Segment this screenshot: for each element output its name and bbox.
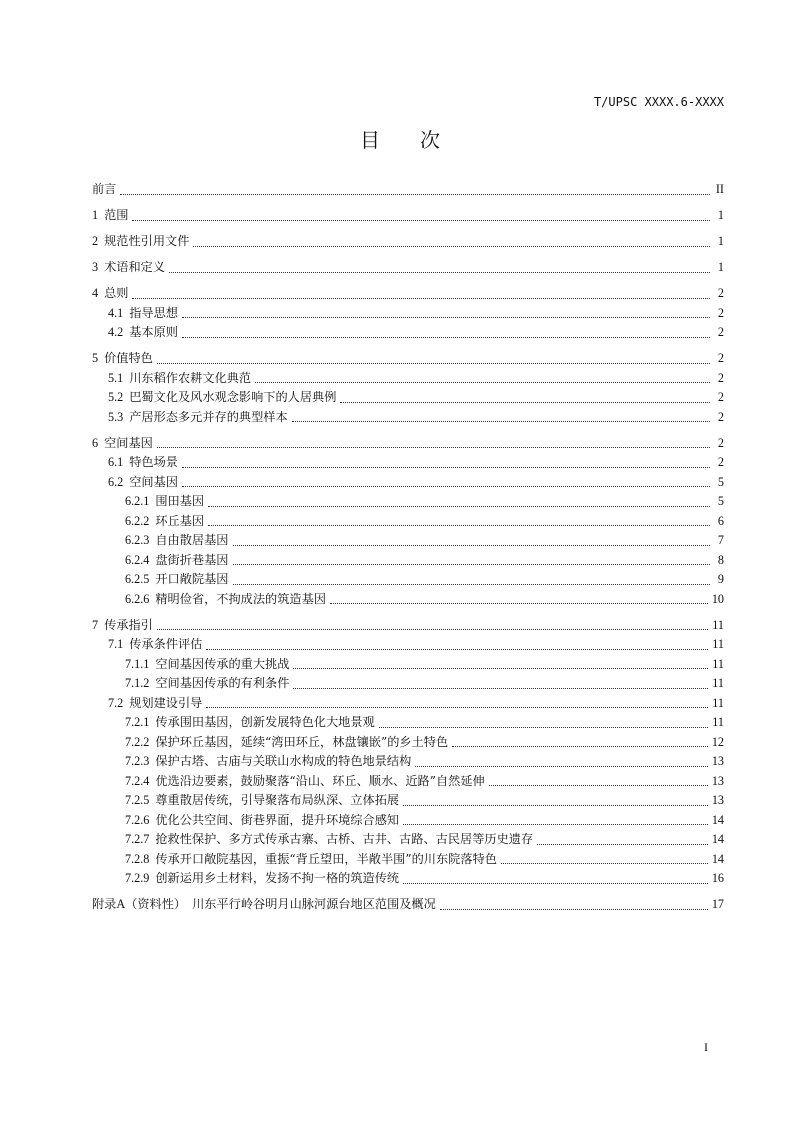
dot-leader <box>169 271 710 273</box>
toc-entry[interactable] <box>92 206 724 226</box>
toc-entry[interactable] <box>92 323 724 343</box>
toc-entry-number: 5.1 <box>108 370 124 385</box>
toc-entry-number: 7.2.4 <box>125 773 150 788</box>
toc-entry-page: 12 <box>711 734 724 749</box>
toc-entry[interactable] <box>92 531 724 551</box>
toc-entry[interactable] <box>92 304 724 324</box>
toc-entry[interactable] <box>92 590 724 610</box>
toc-entry[interactable] <box>92 434 724 454</box>
toc-entry-label: 盘街折巷基因 <box>155 552 229 567</box>
table-of-contents <box>92 180 724 915</box>
dot-leader <box>206 706 708 708</box>
toc-entry-page: 16 <box>711 871 724 885</box>
toc-entry-label: 精明俭省，不拘成法的筑造基因 <box>155 591 326 606</box>
document-code: T/UPSC XXXX.6-XXXX <box>593 95 724 109</box>
dot-leader <box>157 446 710 448</box>
toc-entry-label: 川东稻作农耕文化典范 <box>129 370 252 385</box>
dot-leader <box>292 420 710 422</box>
toc-entry[interactable] <box>92 895 724 915</box>
toc-entry-label: 创新运用乡土材料，发扬不拘一格的筑造传统 <box>155 871 400 885</box>
toc-entry-page: 9 <box>717 572 724 586</box>
toc-entry-number: 7.2.3 <box>125 754 150 768</box>
toc-entry-number: 7.2.5 <box>125 793 150 807</box>
dot-leader <box>440 908 708 910</box>
toc-entry-label: 保护古塔、古庙与关联山水构成的特色地景结构 <box>155 754 412 768</box>
toc-entry-label: 尊重散居传统，引导聚落布局纵深、立体拓展 <box>155 793 400 807</box>
toc-entry-page: 1 <box>717 208 724 222</box>
toc-entry[interactable] <box>92 551 724 571</box>
toc-entry-label: 优选沿边要素，鼓励聚落“沿山、环丘、顺水、近路”自然延伸 <box>155 773 485 788</box>
toc-entry-page: 11 <box>712 715 724 729</box>
dot-leader <box>330 602 708 604</box>
toc-entry-page: 2 <box>717 409 724 424</box>
toc-entry[interactable] <box>92 232 724 252</box>
toc-entry-number: 6.2.5 <box>125 572 150 586</box>
toc-entry[interactable] <box>92 473 724 493</box>
toc-entry-number: 5.3 <box>108 409 124 424</box>
toc-entry[interactable] <box>92 453 724 473</box>
toc-entry-label: 术语和定义 <box>104 260 166 274</box>
toc-entry-number: 2 <box>92 234 99 248</box>
toc-entry-label: 产居形态多元并存的典型样本 <box>129 409 288 424</box>
toc-entry-label: 巴蜀文化及风水观念影响下的人居典例 <box>129 390 337 404</box>
toc-entry-number: 6.2.1 <box>125 494 150 508</box>
dot-leader <box>233 544 711 546</box>
toc-entry-page: 8 <box>717 552 724 567</box>
toc-entry-label: 总则 <box>104 286 129 300</box>
dot-leader <box>537 843 708 845</box>
toc-entry-number: 5.2 <box>108 390 124 404</box>
toc-entry-page: 7 <box>717 533 724 547</box>
toc-entry-page: 2 <box>717 455 724 469</box>
dot-leader <box>379 726 709 728</box>
toc-entry-label: 抢救性保护、多方式传承古寨、古桥、古井、古路、古民居等历史遗存 <box>155 832 534 846</box>
toc-entry-number: 7.2.2 <box>125 734 150 749</box>
toc-entry-label: 自由散居基因 <box>155 533 229 547</box>
toc-entry-page: 2 <box>717 435 724 450</box>
dot-leader <box>255 381 710 383</box>
toc-entry-label: 规划建设引导 <box>129 695 203 710</box>
dot-leader <box>293 667 708 669</box>
toc-entry-page: 2 <box>717 351 724 365</box>
dot-leader <box>233 583 711 585</box>
toc-entry-label: 川东平行岭谷明月山脉河源台地区范围及概况 <box>192 897 436 911</box>
dot-leader <box>120 193 710 195</box>
toc-entry[interactable] <box>92 369 724 389</box>
toc-entry-number: 4.2 <box>108 325 124 339</box>
toc-entry-label: 特色场景 <box>129 455 178 469</box>
toc-entry[interactable] <box>92 772 724 792</box>
toc-entry[interactable] <box>92 674 724 694</box>
toc-entry[interactable] <box>92 713 724 733</box>
toc-entry-page: 14 <box>711 812 724 827</box>
toc-entry-number: 7.2.9 <box>125 871 150 885</box>
toc-entry-number: 6.2.3 <box>125 533 150 547</box>
dot-leader <box>208 505 710 507</box>
page-number: I <box>704 1040 708 1054</box>
toc-entry[interactable] <box>92 635 724 655</box>
toc-entry-number: 6.2.6 <box>125 591 150 606</box>
toc-entry[interactable] <box>92 752 724 772</box>
toc-entry-page: II <box>715 182 724 196</box>
toc-entry[interactable] <box>92 388 724 408</box>
page-title <box>0 124 800 153</box>
toc-entry[interactable] <box>92 811 724 831</box>
toc-entry-number: 附录A（资料性） <box>92 897 187 911</box>
toc-entry[interactable] <box>92 655 724 675</box>
toc-entry-number: 6.1 <box>108 455 124 469</box>
toc-entry-label: 开口敞院基因 <box>155 572 229 586</box>
toc-entry-number: 7.2.6 <box>125 812 150 827</box>
dot-leader <box>132 219 710 221</box>
toc-entry-label: 空间基因传承的有利条件 <box>155 676 290 690</box>
dot-leader <box>403 804 708 806</box>
toc-entry-page: 14 <box>711 832 724 846</box>
toc-entry-label: 环丘基因 <box>155 513 205 528</box>
toc-entry-page: 2 <box>717 286 724 300</box>
toc-entry-page: 11 <box>712 695 724 710</box>
toc-entry-number: 7 <box>92 617 99 632</box>
toc-entry-label: 传承围田基因，创新发展特色化大地景观 <box>155 715 375 729</box>
title-char-1: 目 <box>360 128 380 152</box>
toc-entry-number: 7.2.7 <box>125 832 150 846</box>
toc-entry-page: 2 <box>717 390 724 404</box>
toc-entry-number: 5 <box>92 351 99 365</box>
toc-entry-label: 基本原则 <box>129 325 178 339</box>
dot-leader <box>403 823 708 825</box>
dot-leader <box>452 745 708 747</box>
toc-entry-page: 11 <box>712 656 724 671</box>
toc-entry-number: 6.2.2 <box>125 513 150 528</box>
toc-entry-page: 13 <box>711 773 724 788</box>
toc-entry[interactable] <box>92 258 724 278</box>
dot-leader <box>501 862 708 864</box>
toc-entry-page: 5 <box>717 494 724 508</box>
dot-leader <box>182 316 710 318</box>
dot-leader <box>132 297 710 299</box>
toc-entry-page: 5 <box>717 474 724 489</box>
toc-entry-label: 范围 <box>104 208 129 222</box>
toc-entry[interactable] <box>92 869 724 889</box>
toc-entry-number: 1 <box>92 208 99 222</box>
toc-entry-page: 11 <box>712 676 724 690</box>
toc-entry-number: 7.2.8 <box>125 851 150 866</box>
toc-entry[interactable] <box>92 616 724 636</box>
toc-entry[interactable] <box>92 180 724 200</box>
toc-entry-label: 保护环丘基因，延续“湾田环丘，林盘镶嵌”的乡土特色 <box>155 734 449 749</box>
dot-leader <box>157 362 710 364</box>
toc-entry-label: 空间基因传承的重大挑战 <box>155 656 290 671</box>
toc-entry[interactable] <box>92 850 724 870</box>
toc-entry-number: 4.1 <box>108 305 124 320</box>
toc-entry-number: 4 <box>92 286 99 300</box>
toc-entry-label: 指导思想 <box>129 305 178 320</box>
dot-leader <box>415 765 708 767</box>
dot-leader <box>403 882 708 884</box>
dot-leader <box>233 563 711 565</box>
dot-leader <box>489 784 708 786</box>
toc-entry-page: 11 <box>712 637 724 651</box>
toc-entry-number: 7.2 <box>108 695 124 710</box>
toc-entry-page: 1 <box>717 234 724 248</box>
toc-entry-label: 价值特色 <box>104 351 153 365</box>
toc-entry-number: 6.2 <box>108 474 124 489</box>
toc-entry-label: 前言 <box>92 182 117 196</box>
toc-entry[interactable] <box>92 733 724 753</box>
toc-entry-page: 2 <box>717 325 724 339</box>
toc-entry[interactable] <box>92 694 724 714</box>
toc-entry[interactable] <box>92 791 724 811</box>
toc-entry-page: 17 <box>711 897 724 911</box>
dot-leader <box>208 524 710 526</box>
dot-leader <box>182 485 710 487</box>
dot-leader <box>157 628 708 630</box>
toc-entry-label: 传承开口敞院基因，重振“背丘望田，半敞半围”的川东院落特色 <box>155 851 497 866</box>
toc-entry-number: 7.1 <box>108 637 124 651</box>
toc-entry-label: 传承指引 <box>104 617 153 632</box>
title-char-2: 次 <box>420 128 440 152</box>
toc-entry-label: 空间基因 <box>104 435 153 450</box>
toc-entry-page: 10 <box>711 591 724 606</box>
toc-entry-label: 优化公共空间、街巷界面，提升环境综合感知 <box>155 812 400 827</box>
toc-entry-number: 6 <box>92 435 99 450</box>
toc-entry-page: 13 <box>711 793 724 807</box>
toc-entry[interactable] <box>92 349 724 369</box>
toc-entry-label: 空间基因 <box>129 474 178 489</box>
dot-leader <box>193 245 710 247</box>
toc-entry[interactable] <box>92 570 724 590</box>
toc-entry-number: 7.1.2 <box>125 676 150 690</box>
dot-leader <box>293 687 708 689</box>
toc-entry-page: 2 <box>717 305 724 320</box>
toc-entry[interactable] <box>92 512 724 532</box>
toc-entry-page: 1 <box>717 260 724 274</box>
dot-leader <box>340 401 710 403</box>
toc-entry-page: 13 <box>711 754 724 768</box>
dot-leader <box>182 466 710 468</box>
toc-entry-number: 6.2.4 <box>125 552 150 567</box>
dot-leader <box>182 336 710 338</box>
toc-entry-label: 规范性引用文件 <box>104 234 190 248</box>
toc-entry-number: 3 <box>92 260 99 274</box>
toc-entry[interactable] <box>92 408 724 428</box>
toc-entry-page: 6 <box>717 513 724 528</box>
toc-entry-page: 14 <box>711 851 724 866</box>
toc-entry-number: 7.1.1 <box>125 656 150 671</box>
dot-leader <box>206 648 708 650</box>
toc-entry-label: 传承条件评估 <box>129 637 203 651</box>
toc-entry[interactable] <box>92 284 724 304</box>
toc-entry-number: 7.2.1 <box>125 715 150 729</box>
toc-entry-page: 2 <box>717 370 724 385</box>
toc-entry[interactable] <box>92 830 724 850</box>
toc-entry[interactable] <box>92 492 724 512</box>
toc-entry-label: 围田基因 <box>155 494 205 508</box>
toc-entry-page: 11 <box>712 617 724 632</box>
